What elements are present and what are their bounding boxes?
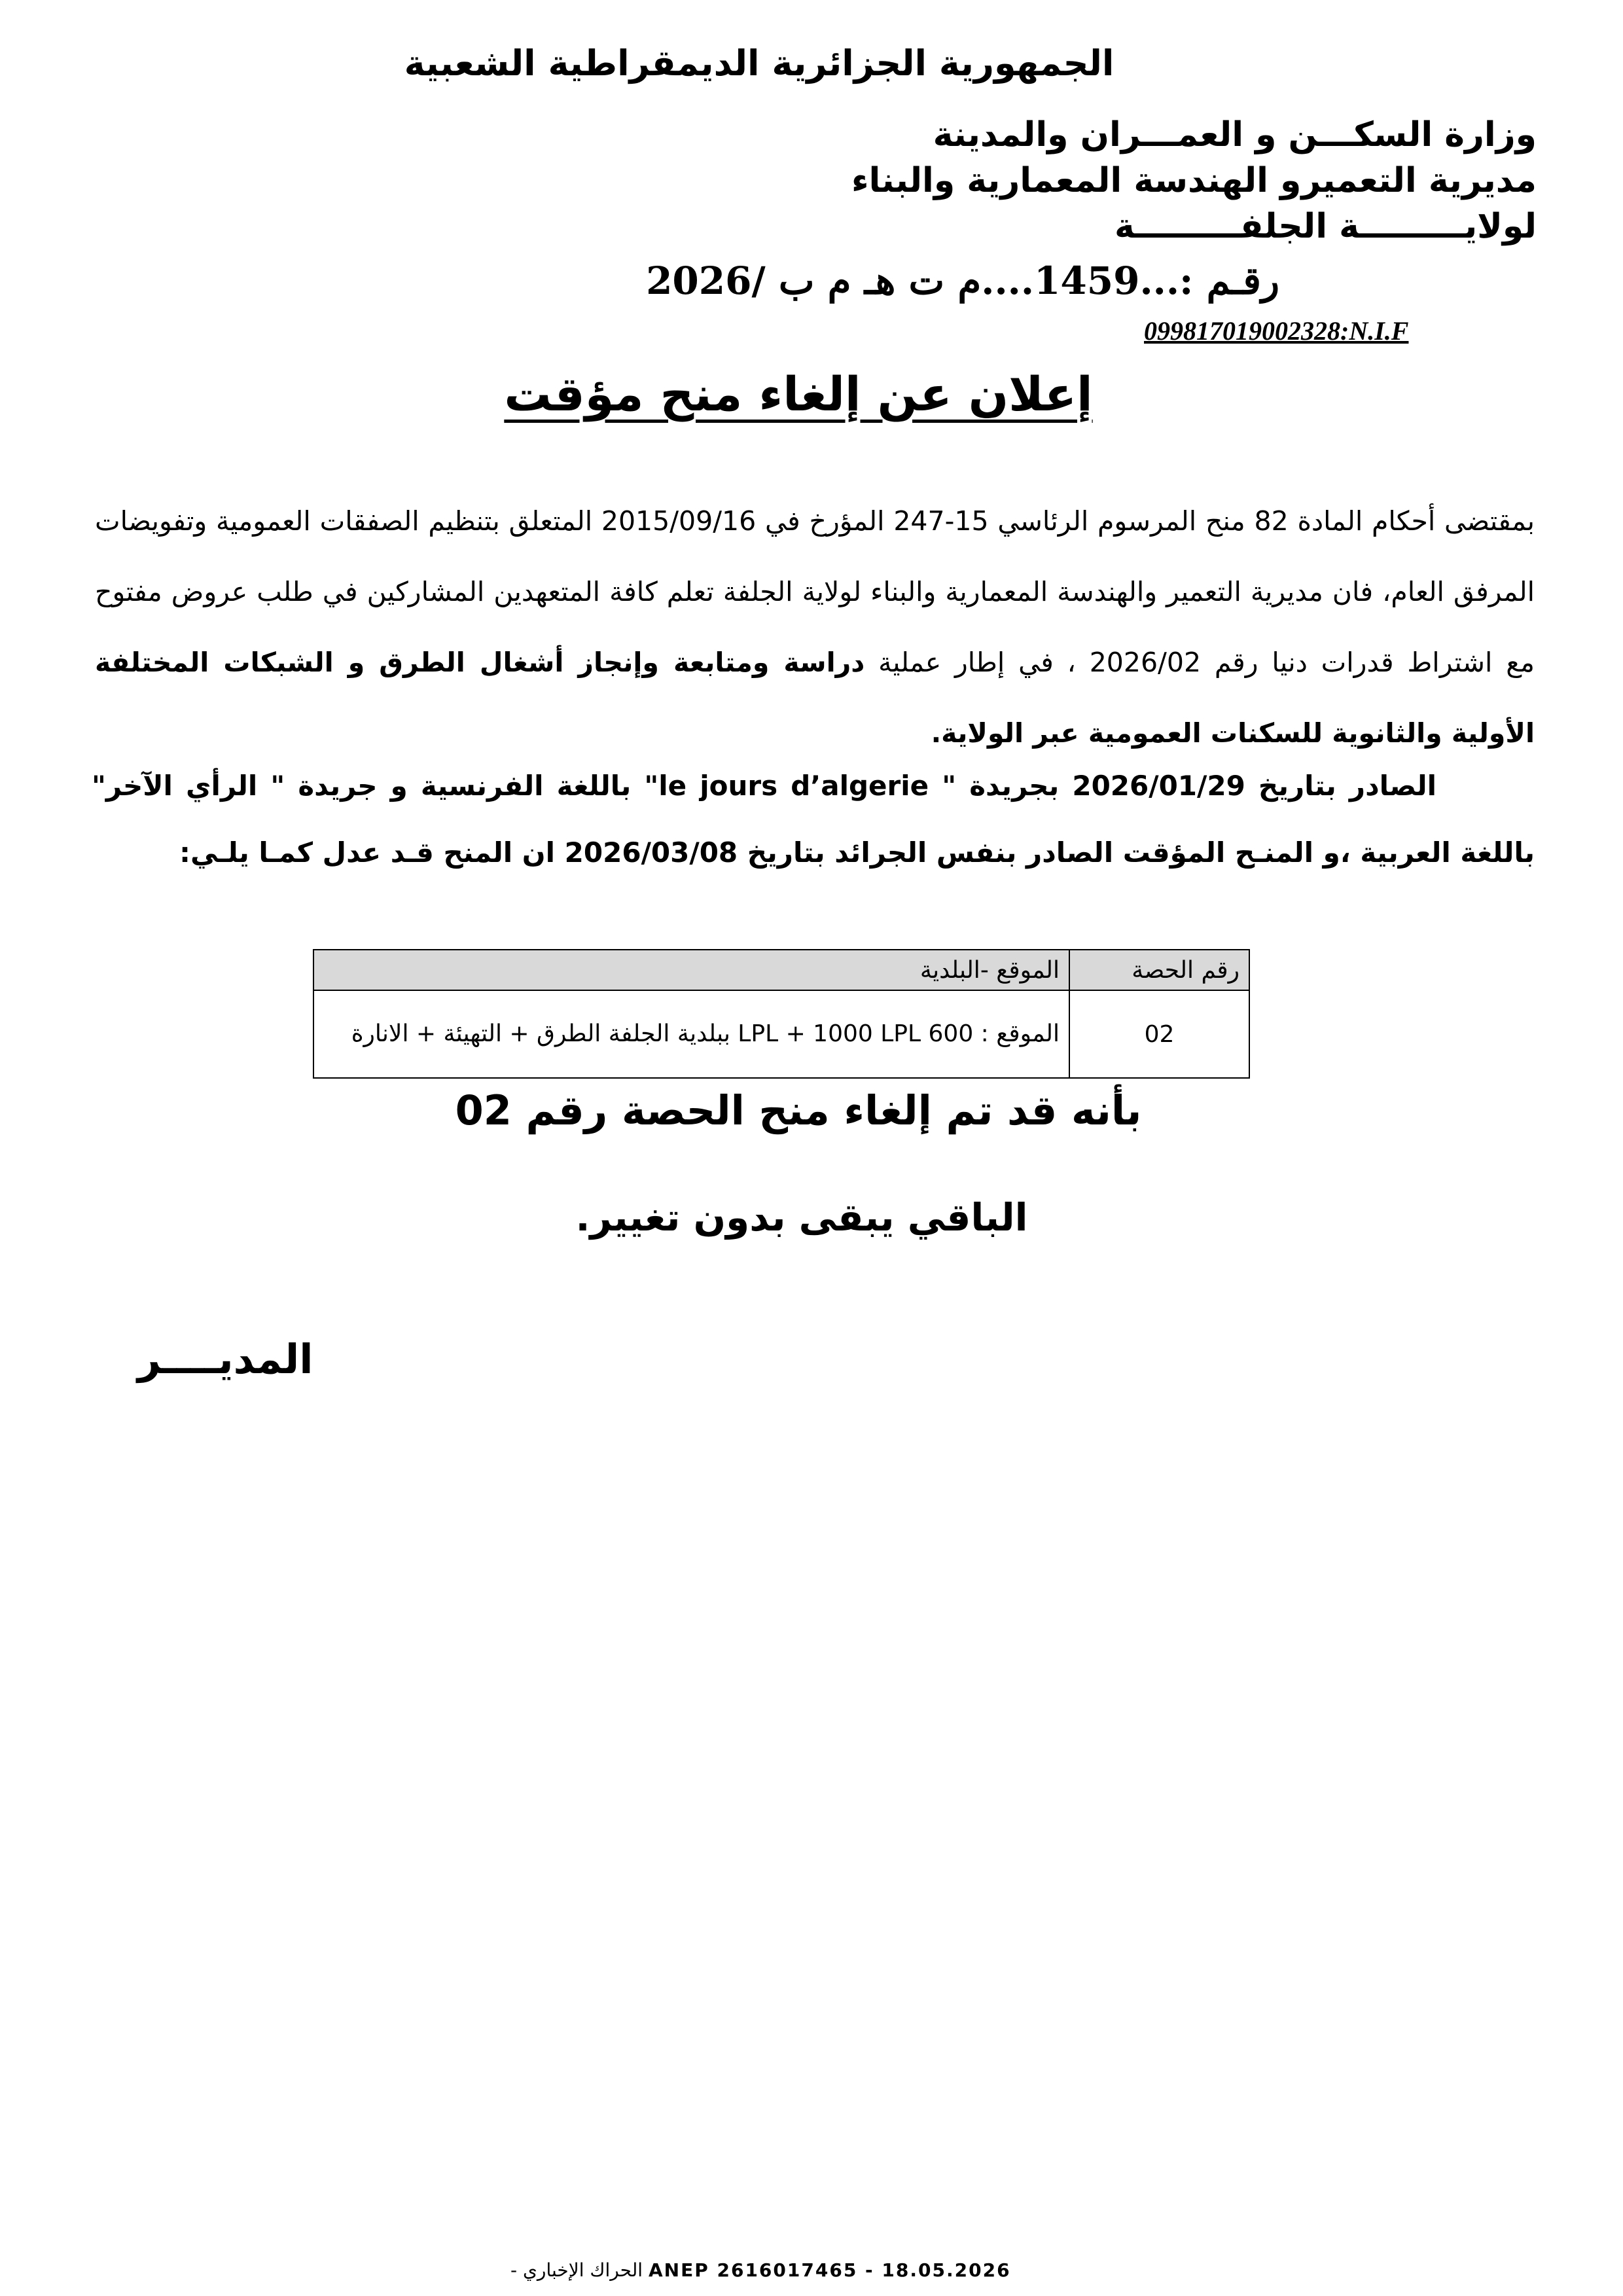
table-row <box>313 990 1249 1078</box>
nif-number: 099817019002328:N.I.F <box>1144 316 1409 346</box>
header-lot-number: رقم الحصة <box>1069 950 1249 990</box>
operation-name: دراسة ومتابعة وإنجاز أشغال الطرق و الشبكات المختلفة الأولية والثانوية للسكنات العمومية عبر الولاية. <box>95 647 1535 749</box>
directorate-line: مديرية التعميرو الهندسة المعمارية والبناء <box>851 161 1537 200</box>
reference-number: رقـم :...1459....م ت هـ م ب /2026 <box>646 259 1279 303</box>
footer-code: ANEP 2616017465 - 18.05.2026 <box>648 2259 1011 2281</box>
cell-lot-number: 02 <box>1069 990 1249 1078</box>
announcement-title: إعلان عن إلغاء منح مؤقت <box>504 367 1093 422</box>
header-site: الموقع -البلدية <box>313 950 1069 990</box>
paragraph-lead: بمقتضى أحكام المادة 82 منح المرسوم الرئاسي 15-247 المؤرخ في 2015/09/16 المتعلق بتنظيم الصفقات العمومية وتفويضات المرفق العام، فان مديرية التعمير والهندسة المعمارية والبناء لولاية الجلفة تعلم كافة المتعهدين المشاركين في طلب عروض مفتوح مع اشتراط قدرات دنيا رقم 2026/02 ، في إطار عملية <box>95 505 1535 678</box>
remainder-statement: الباقي يبقى بدون تغيير. <box>575 1195 1028 1240</box>
wilaya-line: لولايـــــــــة الجلفـــــــــة <box>1115 207 1537 246</box>
footer-reference <box>510 2259 1011 2281</box>
republic-heading: الجمهورية الجزائرية الديمقراطية الشعبية <box>404 43 1115 84</box>
cancellation-statement: بأنه قد تم إلغاء منح الحصة رقم 02 <box>455 1086 1142 1134</box>
ministry-line: وزارة السكـــن و العمـــران والمدينة <box>933 115 1537 154</box>
director-signature: المديــــر <box>137 1335 313 1383</box>
publication-paragraph: الصادر بتاريخ 2026/01/29 بجريدة " le jours d’algerie" باللغة الفرنسية و جريدة " الرأي الآخر" باللغة العربية ،و المنـح المؤقت الصادر بنفس الجرائد بتاريخ 2026/03/08 ان المنح قـد عدل كمـا يلـي: <box>92 770 1535 869</box>
footer-source: الحراك الإخباري - <box>510 2259 643 2281</box>
lots-table <box>313 949 1250 1079</box>
legal-basis-paragraph <box>95 486 1535 768</box>
table-header-row <box>313 950 1249 990</box>
cell-site: الموقع : 600 LPL + 1000 LPL ببلدية الجلفة الطرق + التهيئة + الانارة <box>313 990 1069 1078</box>
